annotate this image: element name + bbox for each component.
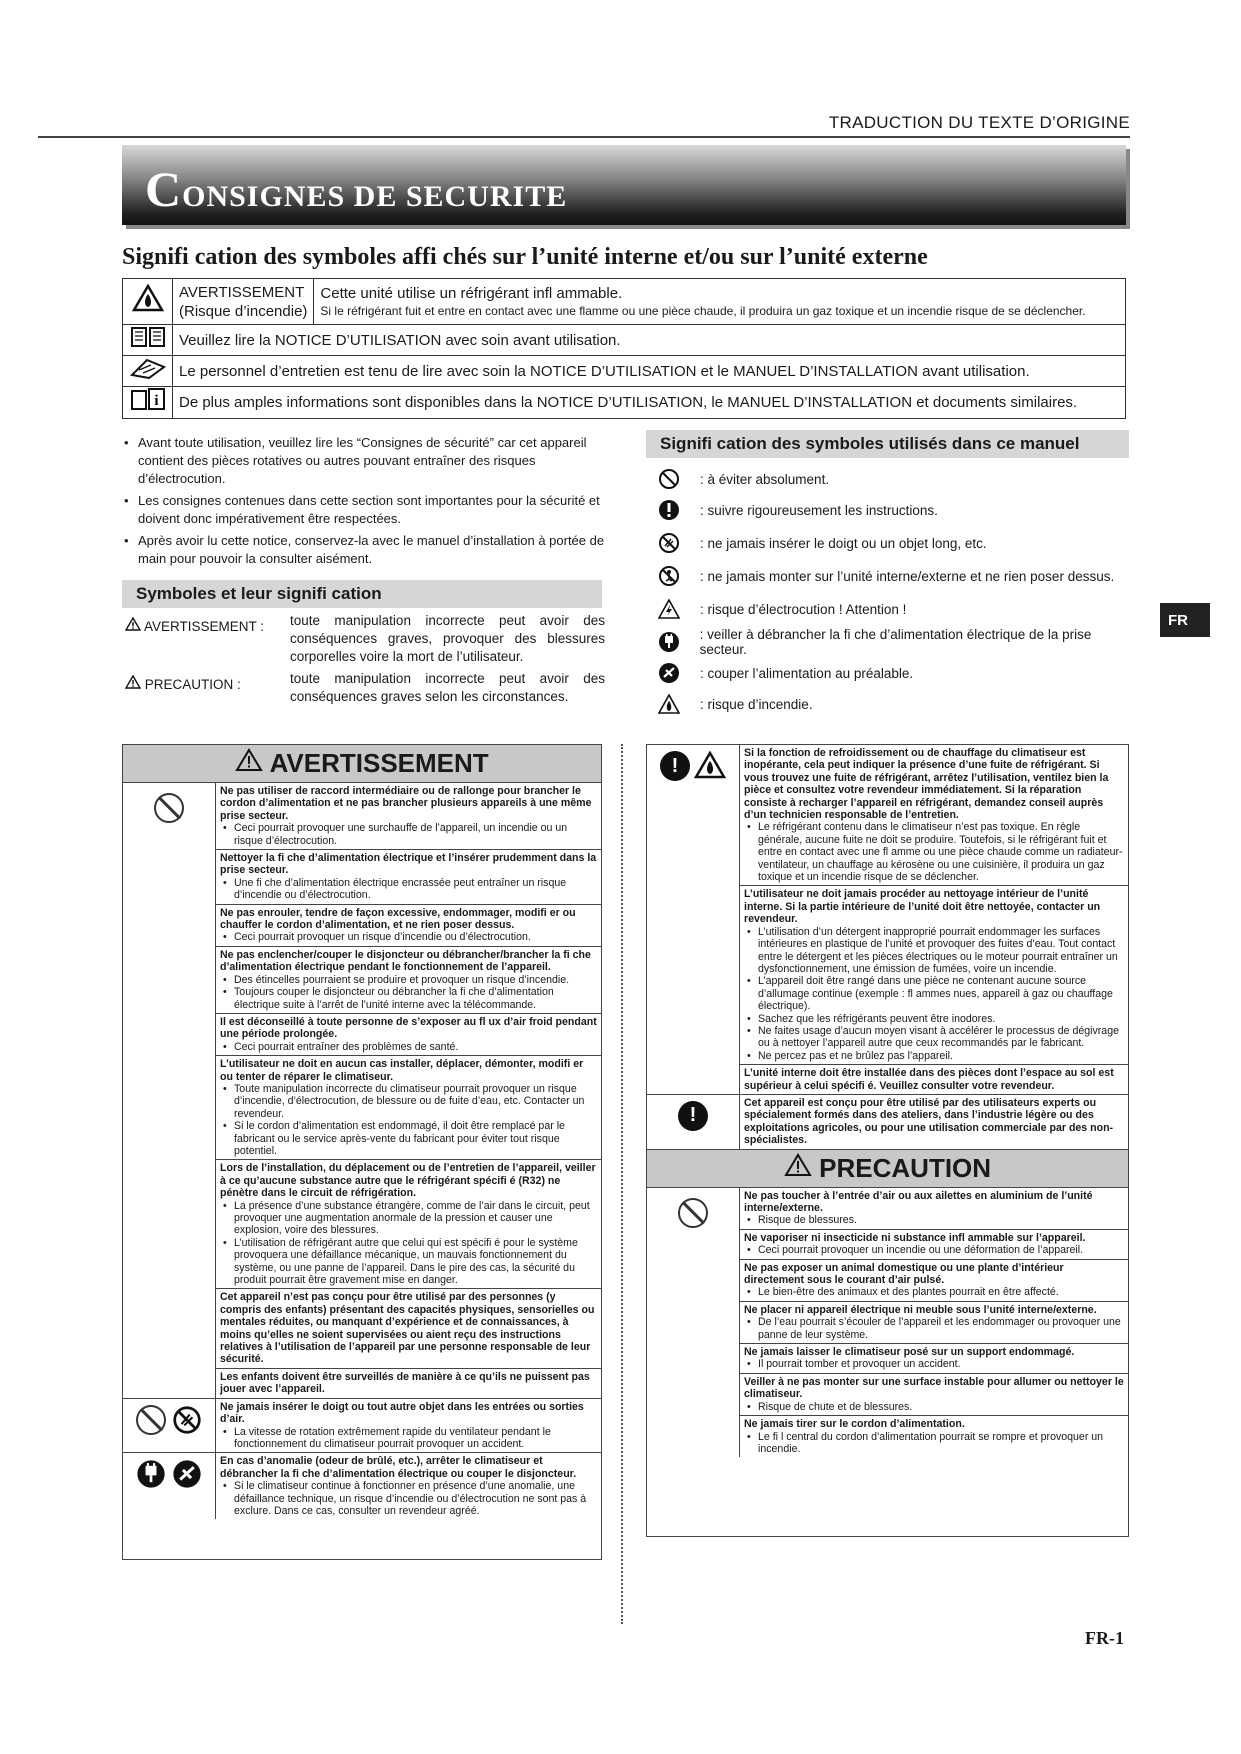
warning-item (740, 1302, 1128, 1344)
warning-item-bullet: • Ceci pourrait entraîner des problèmes de santé. (220, 1041, 597, 1053)
refrigerant-group (647, 745, 1128, 1095)
symbol-row-no-finger (656, 530, 987, 556)
power-off-icon (656, 660, 682, 686)
service-personnel-row: Le personnel d’entretien est tenu de lire avec soin la NOTICE D’UTILISATION et le MANUEL D’INSTALLATION avant utilisation. (173, 356, 1126, 387)
warning-item-head: L’utilisateur ne doit en aucun cas installer, déplacer, démonter, modifi er ou tenter de réparer le climatiseur. (220, 1058, 584, 1083)
warning-item-bullet: • Une fi che d’alimentation électrique encrassée peut entraîner un risque d’incendie ou d’électrocution. (220, 877, 597, 902)
warning-item (740, 1260, 1128, 1302)
fire-warning-label: AVERTISSEMENT (Risque d’incendie) (173, 279, 314, 325)
electric-shock-icon (656, 596, 682, 622)
precaution-group (647, 1188, 1128, 1458)
mandatory-icon: ! (678, 1101, 708, 1131)
warning-item-head: Ne jamais laisser le climatiseur posé sur un support endommagé. (744, 1346, 1075, 1359)
flammable-refrigerant-note: Cette unité utilise un réfrigérant infl ammable. Si le réfrigérant fuit et entre en contact avec une flamme ou une pièce chaude, il produira un gaz toxique et un incendie risque de se déclencher. (314, 279, 1126, 325)
flame-warning-icon (123, 279, 173, 325)
warning-item: Cet appareil est conçu pour être utilisé par des utilisateurs experts ou spécialement formés dans des ateliers, dans l’industrie légère ou des exploitations agricoles, ou pour une utilisation commerciale par des non-spécialistes. (744, 1096, 1114, 1147)
unplug-icon (656, 629, 682, 655)
intro-list (122, 434, 607, 572)
warning-item (216, 850, 601, 905)
warning-item (216, 1369, 601, 1398)
warning-items (740, 1188, 1128, 1458)
prohibited-icon (678, 1198, 708, 1228)
warning-item-head: Ne placer ni appareil électrique ni meuble sous l’unité interne/externe. (744, 1303, 1097, 1316)
fire-risk-icon (656, 691, 682, 717)
no-climb-icon (656, 563, 682, 589)
warning-item (216, 947, 601, 1014)
warning-item (216, 905, 601, 947)
manual-symbols-title: Signifi cation des symboles utilisés dans ce manuel (646, 430, 1129, 458)
warning-definition: toute manipulation incorrecte peut avoir des conséquences graves, provoquer des blessures corporelles voire la mort de l’utilisateur. (290, 613, 605, 664)
warning-item-bullet: • Toujours couper le disjoncteur ou débrancher la fi che d’alimentation électrique suite à l’arrêt de l’unité interne avec la télécommande. (220, 986, 597, 1011)
warning-term: AVERTISSEMENT : (125, 617, 275, 634)
warning-item-head: Ne pas enrouler, tendre de façon excessive, endommager, modifi er ou chauffer le cordon d’alimentation, et ne rien poser dessus. (220, 906, 576, 932)
warning-group-icons (123, 1453, 216, 1519)
symbol-desc: : suivre rigoureusement les instructions. (700, 502, 938, 518)
warning-item-bullet: • Toute manipulation incorrecte du climatiseur pourrait provoquer un risque d’incendie, d’électrocution, de blessure ou de fuite d’eau, etc. Contacter un revendeur. (220, 1083, 597, 1120)
warning-item (740, 745, 1128, 886)
symbols-section-title: Symboles et leur signifi cation (122, 580, 602, 608)
svg-text:i: i (153, 393, 159, 409)
warning-group-prohibited (123, 783, 601, 1399)
warning-box (122, 744, 602, 1560)
warning-item-bullet: • Ceci pourrait provoquer une surchauffe de l’appareil, un incendie ou un risque d’électrocution. (220, 822, 597, 847)
language-tab[interactable]: FR (1160, 603, 1210, 637)
flame-warning-icon (694, 751, 726, 779)
symbol-desc: : couper l’alimentation au préalable. (700, 665, 914, 681)
warning-item-head: Ne jamais tirer sur le cordon d’alimentation. (744, 1418, 965, 1431)
warning-item-head: L’unité interne doit être installée dans des pièces dont l’espace au sol est supérieur à celui spécifi é. Veuillez consulter votre revendeur. (744, 1067, 1114, 1092)
warning-item-head: Cet appareil n’est pas conçu pour être utilisé par des personnes (y compris des enfants) présentant des capacités physiques, sensorielles ou mentales réduites, ou manquant d’expérience et de connaissances, à moins qu’elles ne soient supervisées ou aient reçu des instructions relatives à l’utilisation de l’appareil par une personne responsable de leur sécurité. (220, 1291, 595, 1366)
warning-group-icons (647, 1188, 740, 1458)
warning-item-bullet: • Sachez que les réfrigérants peuvent être inodores. (744, 1013, 1124, 1025)
symbol-desc: : risque d’incendie. (700, 696, 813, 712)
warning-group-icons (123, 1399, 216, 1453)
service-manual-icon (123, 356, 173, 387)
warning-group-icons (647, 1095, 740, 1149)
mandatory-icon (656, 497, 682, 523)
warning-item-bullet: • Le bien-être des animaux et des plantes pourrait en être affecté. (744, 1286, 1124, 1298)
title-rest: ONSIGNES DE SECURITE (182, 180, 568, 213)
warning-item-head: Lors de l’installation, du déplacement ou de l’entretien de l’appareil, veiller à ce qu’aucune substance autre que le réfrigérant spécifi é (R32) ne pénètre dans le circuit de réfrigération. (220, 1162, 596, 1200)
warning-item (740, 1344, 1128, 1374)
read-manual-row: Veuillez lire la NOTICE D’UTILISATION avec soin avant utilisation. (173, 325, 1126, 356)
symbol-desc: : ne jamais insérer le doigt ou un objet long, etc. (700, 535, 987, 551)
warning-item-bullet: • La présence d’une substance étrangère, comme de l’air dans le circuit, peut provoquer une augmentation anormale de la pression et causer une explosion, voire des blessures. (220, 1200, 597, 1237)
warning-item-bullet: • Risque de blessures. (744, 1214, 1124, 1226)
warning-item-head: Ne pas toucher à l’entrée d’air ou aux ailettes en aluminium de l’unité interne/externe. (744, 1189, 1093, 1214)
warning-item (740, 1230, 1128, 1260)
symbol-row-prohibited (656, 466, 829, 492)
warning-group-icons (647, 745, 740, 1094)
warning-triangle-icon (784, 1153, 812, 1177)
precaution-title: PRECAUTION (819, 1152, 992, 1183)
warning-items (216, 783, 601, 1398)
warning-items (216, 1399, 601, 1453)
intro-item: • Avant toute utilisation, veuillez lire les “Consignes de sécurité” car cet appareil contient des pièces rotatives ou autres pouvant entraîner des risques d’électrocution. (122, 434, 607, 488)
section-subtitle: Signifi cation des symboles affi chés sur l’unité interne et/ou sur l’unité externe (122, 244, 928, 270)
expert-group (647, 1095, 1128, 1150)
warning-item-head: Si la fonction de refroidissement ou de chauffage du climatiseur est inopérante, cela peut indiquer la présence d’une fuite de réfrigérant. Si vous trouvez une fuite de réfrigérant, arrêtez l’utilisation, ventilez bien la pièce et consultez votre revendeur immédiatement. Si la réparation consiste à recharger l’appareil en réfrigérant, demandez conseil auprès d’un technicien responsable de l’entretien. (744, 747, 1109, 822)
warning-box-title: AVERTISSEMENT (269, 748, 489, 778)
warning-box-header (123, 745, 601, 783)
warning-item (740, 1188, 1128, 1230)
warning-item-bullet: • Ne faites usage d’aucun moyen visant à accélérer le processus de dégivrage ou à nettoyer l’appareil autre que ceux recommandés par le fabricant. (744, 1025, 1124, 1050)
warning-items (740, 1095, 1128, 1149)
header-rule (38, 136, 1130, 138)
warning-item-head: Ne pas utiliser de raccord intermédiaire ou de rallonge pour brancher le cordon d’alimentation et ne pas brancher plusieurs appareils à une même prise secteur. (220, 785, 592, 822)
warning-items (740, 745, 1128, 1094)
title-capital: C (145, 161, 183, 217)
page-number: FR-1 (1085, 1628, 1124, 1648)
unit-symbols-table (122, 278, 1126, 419)
page-title (145, 160, 567, 218)
warning-item-bullet: • Le fi l central du cordon d’alimentation pourrait se rompre et provoquer un incendie. (744, 1431, 1124, 1456)
warning-item-head: Les enfants doivent être surveillés de manière à ce qu’ils ne puissent pas jouer avec l’appareil. (220, 1370, 590, 1396)
right-warning-box (646, 744, 1129, 1537)
warning-group-anomaly (123, 1453, 601, 1519)
warning-item-bullet: • Ceci pourrait provoquer un risque d’incendie ou d’électrocution. (220, 931, 597, 943)
warning-item-head: L’utilisateur ne doit jamais procéder au nettoyage intérieur de l’unité interne. Si la partie intérieure de l’unité doit être nettoyée, contacter un revendeur. (744, 888, 1101, 926)
prohibited-icon (136, 1405, 166, 1435)
warning-item-bullet: • L’utilisation d’un détergent inapproprié pourrait endommager les surfaces intérieures en plastique de l’unité et provoquer des fuites d’eau. Tout contact entre le détergent et les pièces électriques ou le moteur pourrait entraîner un dysfonctionnement, une émission de fumées, voire un incendie. (744, 926, 1124, 976)
warning-item-head: Veiller à ne pas monter sur une surface instable pour allumer ou nettoyer le climatiseur. (744, 1375, 1124, 1401)
warning-item (740, 886, 1128, 1065)
warning-item-bullet: • L’appareil doit être rangé dans une pièce ne contenant aucune source d’allumage continue (exemple : fl ammes nues, appareil à gaz ou chauffage électrique). (744, 975, 1124, 1012)
symbol-desc: : veiller à débrancher la fi che d’alimentation électrique de la prise secteur. (699, 627, 1092, 657)
column-divider (621, 744, 623, 1624)
warning-item (216, 783, 601, 850)
warning-item (216, 1160, 601, 1289)
header-translation-label: TRADUCTION DU TEXTE D’ORIGINE (828, 113, 1130, 132)
no-finger-icon (172, 1405, 202, 1435)
warning-item-bullet: • Ceci pourrait provoquer un incendie ou une déformation de l’appareil. (744, 1244, 1124, 1256)
warning-triangle-icon (235, 748, 263, 772)
symbol-row-fire (656, 691, 813, 717)
warning-item-head: Il est déconseillé à toute personne de s’exposer au fl ux d’air froid pendant une période prolongée. (220, 1015, 597, 1041)
symbol-row-electric (656, 596, 906, 622)
warning-triangle-icon (125, 617, 141, 631)
warning-item-head: Ne vaporiser ni insecticide ni substance infl ammable sur l’appareil. (744, 1231, 1086, 1244)
symbol-desc: : ne jamais monter sur l’unité interne/externe et ne rien poser dessus. (700, 568, 1115, 584)
warning-item-bullet: • Il pourrait tomber et provoquer un accident. (744, 1358, 1124, 1370)
warning-group-icons (123, 783, 216, 1398)
intro-item: • Après avoir lu cette notice, conservez-la avec le manuel d’installation à portée de main pour pouvoir la consulter aisément. (122, 532, 607, 568)
info-book-icon (123, 387, 173, 419)
warning-item (216, 1056, 601, 1160)
symbol-row-unplug (656, 627, 1136, 657)
symbol-row-mandatory (656, 497, 938, 523)
manual-symbol-list (656, 466, 1136, 726)
power-off-icon (172, 1459, 202, 1489)
warning-item (740, 1374, 1128, 1416)
warning-item-head: Ne pas enclencher/couper le disjoncteur ou débrancher/brancher la fi che d’alimentation électrique pendant le fonctionnement de l’appareil. (220, 948, 591, 974)
symbol-desc: : à éviter absolument. (700, 471, 830, 487)
warning-item-head: Ne pas exposer un animal domestique ou une plante d’intérieur directement sous le courant d’air pulsé. (744, 1261, 1064, 1287)
prohibited-icon (154, 793, 184, 823)
warning-group-no-finger (123, 1399, 601, 1454)
warning-triangle-icon (125, 675, 141, 689)
unplug-icon (136, 1459, 166, 1489)
warning-item-head: Nettoyer la fi che d’alimentation électrique et l’insérer prudemment dans la prise secteur. (220, 852, 597, 877)
warning-item-bullet: • Si le cordon d’alimentation est endommagé, il doit être remplacé par le fabricant ou le service après-vente du fabricant pour éviter tout risque potentiel. (220, 1120, 597, 1157)
warning-item-bullet: • L’utilisation de réfrigérant autre que celui qui est spécifi é pour le système provoquera une défaillance mécanique, un mauvais fonctionnement du système, ou une panne de l’appareil. Dans le pire des cas, la sécurité du produit pourrait être gravement mise en danger. (220, 1237, 597, 1287)
warning-item (216, 1289, 601, 1368)
more-info-row: De plus amples informations sont disponibles dans la NOTICE D’UTILISATION, le MANUEL D’INSTALLATION et documents similaires. (173, 387, 1126, 419)
symbol-row-power-off (656, 660, 913, 686)
precaution-definition: toute manipulation incorrecte peut avoir des conséquences graves selon les circonstances. (290, 671, 605, 704)
warning-item-bullet: • Risque de chute et de blessures. (744, 1401, 1124, 1413)
precaution-term: PRECAUTION : (125, 675, 275, 692)
warning-item-bullet: • De l’eau pourrait s’écouler de l’appareil et les endommager ou provoquer une panne de leur système. (744, 1316, 1124, 1341)
warning-item-bullet: • Le réfrigérant contenu dans le climatiseur n’est pas toxique. En règle générale, aucune fuite ne doit se produire. Toutefois, si le réfrigérant fuit et entre en contact avec une fl amme ou une pièce chaude comme un radiateur-ventilateur, un chauffage au kérosène ou une cuisinière, il produira un gaz toxique et un incendie risque de se déclencher. (744, 821, 1124, 883)
warning-item-bullet: • Des étincelles pourraient se produire et provoquer un risque d’incendie. (220, 974, 597, 986)
warning-item: En cas d’anomalie (odeur de brûlé, etc.), arrêter le climatiseur et débrancher la fi che d’alimentation électrique ou couper le disjoncteur. • Si le climatiseur continue à fonctionner en présence d’une anomalie, une défaillance technique, un risque d’incendie ou d’électrocution ne sont pas à exclure. Dans ce cas, consulter un revendeur agréé. (216, 1453, 601, 1519)
warning-items (216, 1453, 601, 1519)
warning-item (740, 1065, 1128, 1094)
warning-item-bullet: • Ne percez pas et ne brûlez pas l’appareil. (744, 1050, 1124, 1062)
warning-item (216, 1014, 601, 1056)
intro-item: • Les consignes contenues dans cette section sont importantes pour la sécurité et doivent donc impérativement être respectées. (122, 492, 607, 528)
no-finger-icon (656, 530, 682, 556)
prohibited-icon (656, 466, 682, 492)
symbol-desc: : risque d’électrocution ! Attention ! (700, 601, 907, 617)
mandatory-icon: ! (660, 751, 690, 781)
precaution-header (647, 1150, 1128, 1188)
symbol-row-no-climb (656, 563, 1114, 589)
open-book-icon (123, 325, 173, 356)
warning-item: Ne jamais insérer le doigt ou tout autre objet dans les entrées ou sorties d’air. • La vitesse de rotation extrêmement rapide du ventilateur pendant le fonctionnement du climatiseur pourrait provoquer un accident. (216, 1399, 601, 1453)
warning-item (740, 1416, 1128, 1457)
